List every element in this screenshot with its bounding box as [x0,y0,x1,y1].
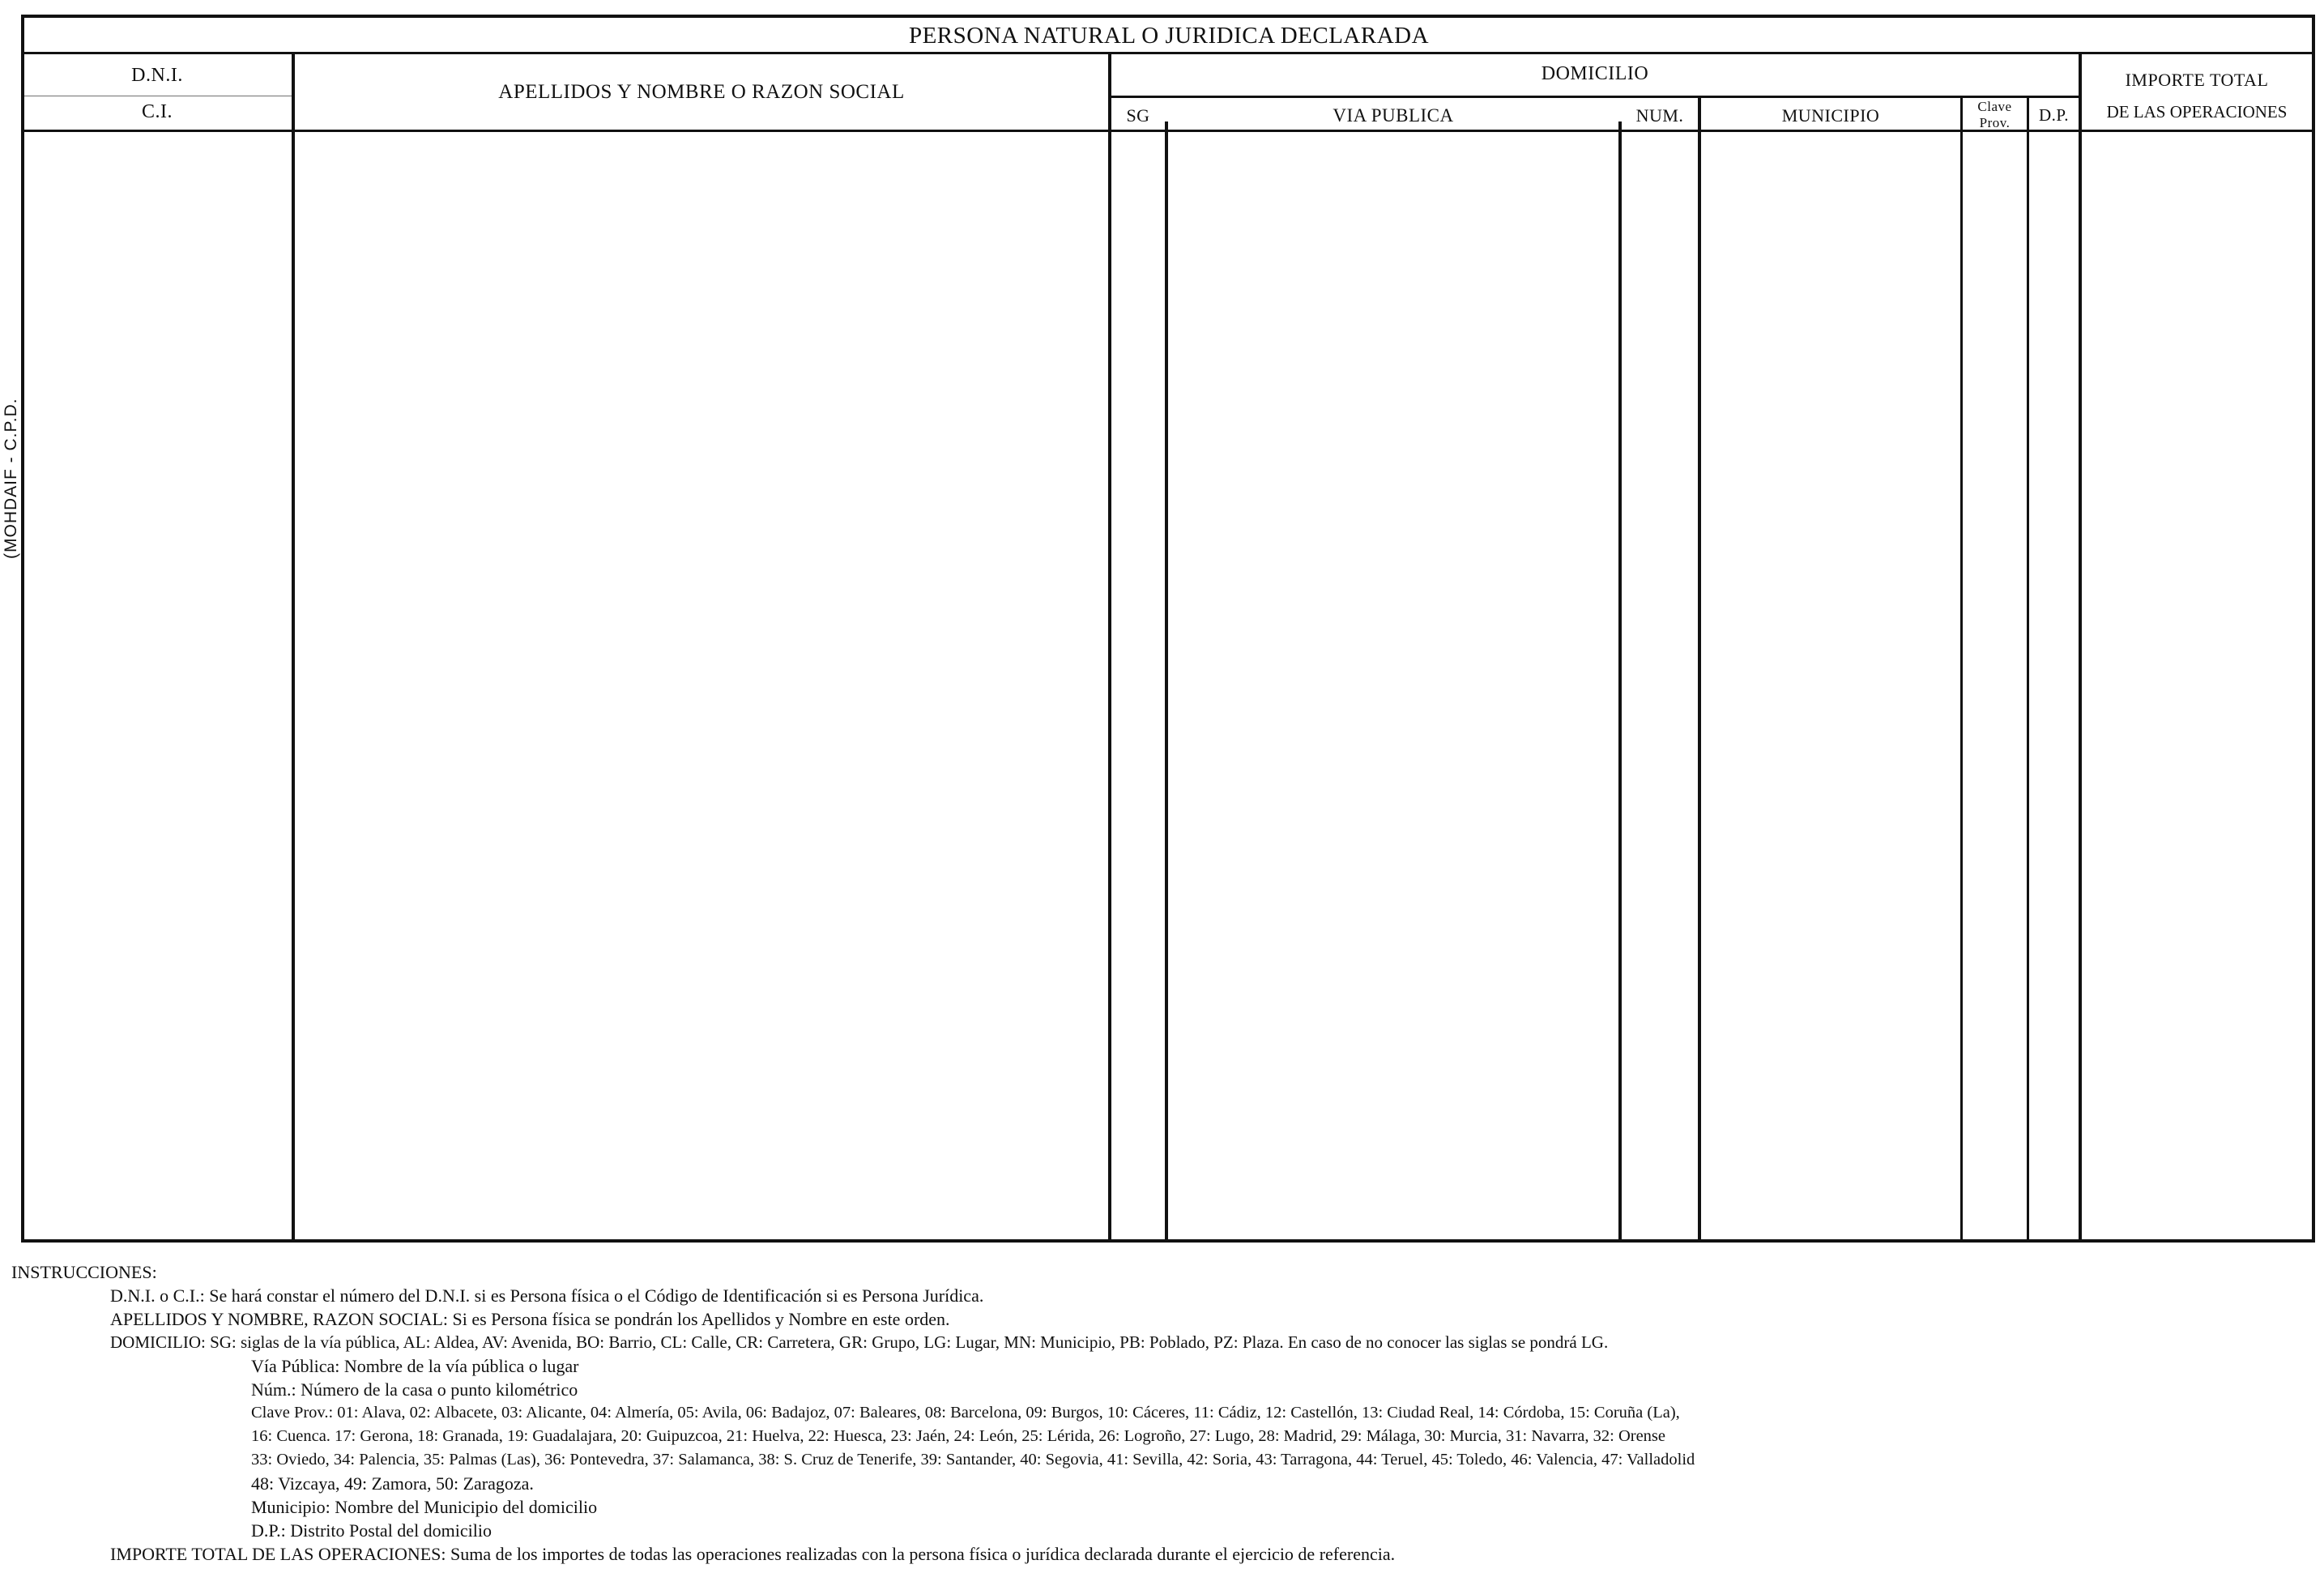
instruction-domicilio: DOMICILIO: SG: siglas de la vía pública, AL: Aldea, AV: Avenida, BO: Barrio, CL: Calle, CR: Carretera, GR: Grupo, LG: Lugar, MN: Municipio, PB: Poblado, PZ: Plaza. En caso de no conocer las siglas se pondrá LG. [110,1332,1609,1352]
instruction-importe: IMPORTE TOTAL DE LAS OPERACIONES: Suma de los importes de todas las operaciones realizadas con la persona física o jurídica declarada durante el ejercicio de referencia. [110,1544,1396,1564]
instruction-clave-prov-1: Clave Prov.: 01: Alava, 02: Albacete, 03: Alicante, 04: Almería, 05: Avila, 06: Badajoz, 07: Baleares, 08: Barcelona, 09: Burgos, 10: Cáceres, 11: Cádiz, 12: Castellón, 13: Ciudad Real, 14: Córdoba, 15: Coruña (La), [251,1404,1680,1422]
num-header: NUM. [1635,105,1684,126]
instruction-clave-prov-3: 33: Oviedo, 34: Palencia, 35: Palmas (Las), 36: Pontevedra, 37: Salamanca, 38: S. Cruz de Tenerife, 39: Santander, 40: Segovia, 41: Sevilla, 42: Soria, 43: Tarragona, 44: Teruel, 45: Toledo, 46: Valencia, 47: Valladolid [251,1451,1695,1469]
dni-header: D.N.I. [131,65,183,86]
ci-header: C.I. [142,101,173,122]
instruction-clave-prov-4: 48: Vizcaya, 49: Zamora, 50: Zaragoza. [251,1473,534,1494]
apellidos-header: APELLIDOS Y NOMBRE O RAZON SOCIAL [498,81,905,103]
importe-header-bottom: DE LAS OPERACIONES [2106,102,2288,121]
clave-prov-header-top: Clave [1977,99,2012,114]
instruction-apellidos: APELLIDOS Y NOMBRE, RAZON SOCIAL: Si es Persona física se pondrán los Apellidos y Nombre en este orden. [110,1309,950,1329]
instructions-heading: INSTRUCCIONES: [11,1262,157,1282]
instruction-num: Núm.: Número de la casa o punto kilométrico [251,1379,578,1400]
instruction-dni: D.N.I. o C.I.: Se hará constar el número del D.N.I. si es Persona física o el Código de Identificación si es Persona Jurídica. [110,1285,984,1306]
municipio-header: MUNICIPIO [1781,105,1880,126]
instruction-municipio: Municipio: Nombre del Municipio del domicilio [251,1497,598,1517]
instruction-clave-prov-2: 16: Cuenca. 17: Gerona, 18: Granada, 19: Guadalajara, 20: Guipuzcoa, 21: Huelva, 22: Huesca, 23: Jaén, 24: León, 25: Lérida, 26: Logroño, 27: Lugo, 28: Madrid, 29: Málaga, 30: Murcia, 31: Navarra, 32: Orense [251,1427,1666,1445]
instruction-dp: D.P.: Distrito Postal del domicilio [251,1520,493,1541]
domicilio-header: DOMICILIO [1541,63,1649,84]
instruction-via-publica: Vía Pública: Nombre de la vía pública o lugar [251,1356,579,1376]
via-publica-header: VIA PUBLICA [1333,105,1454,126]
clave-prov-header-bottom: Prov. [1979,115,2011,130]
form-title: PERSONA NATURAL O JURIDICA DECLARADA [908,23,1430,49]
importe-header-top: IMPORTE TOTAL [2125,70,2269,90]
form-code-label: (MOHDAIF - C.P.D. [2,398,20,559]
sg-header: SG [1126,105,1150,126]
dp-header: D.P. [2038,105,2070,125]
